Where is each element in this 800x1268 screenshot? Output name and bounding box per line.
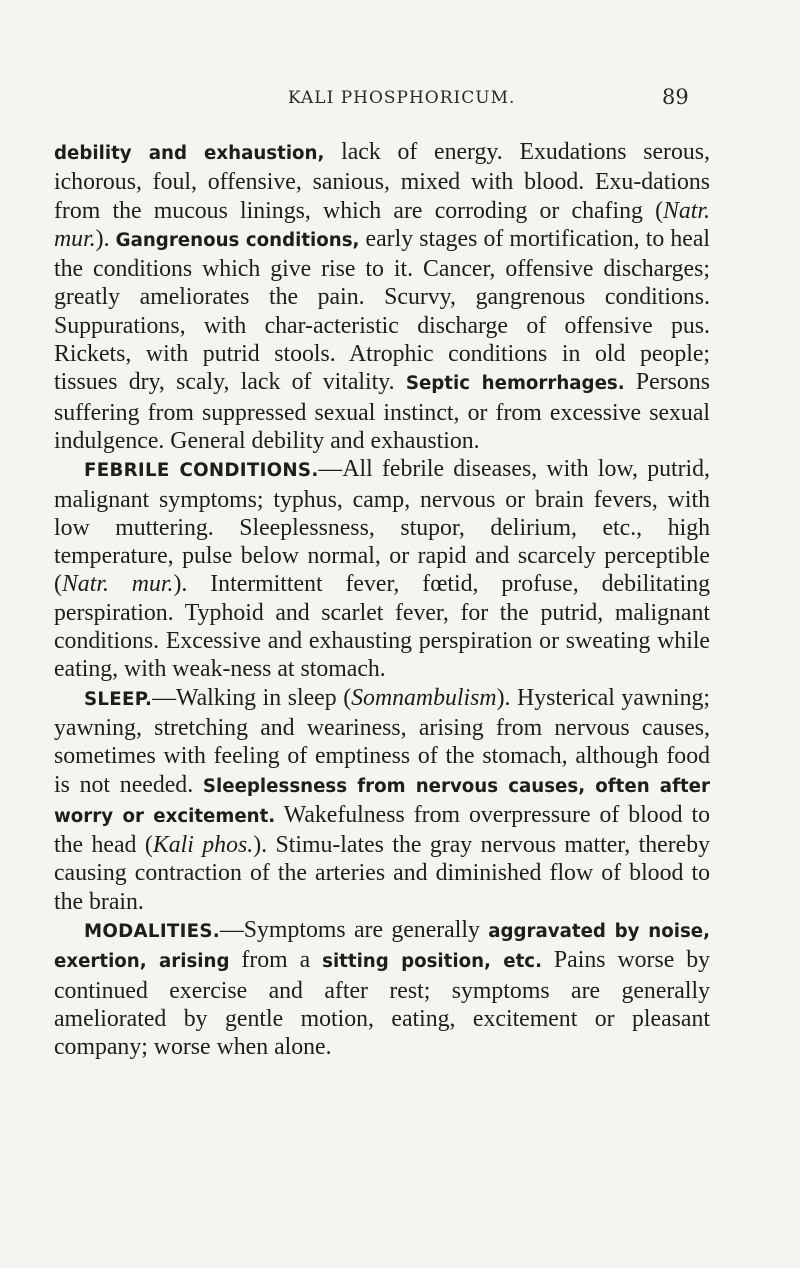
bold-phrase: Septic hemorrhages. — [405, 373, 625, 395]
body-text — [54, 138, 710, 1062]
paragraph-debility — [54, 138, 710, 455]
text-run: —Symptoms are generally — [220, 917, 489, 944]
bold-phrase: debility and exhaustion, — [54, 143, 325, 164]
text-run: from a — [229, 947, 323, 974]
remedy-reference: Natr. mur. — [54, 197, 710, 252]
text-run: Wakefulness from overpressure of blood to the head ( — [54, 801, 710, 859]
text-run: ). Intermittent fever, fœtid, profuse, debilitating perspiration. Typhoid and scarlet fever, for the putrid, malignant conditions. Excessive and exhausting perspiration or sweating while eating, with weak-ness at stomach. — [54, 571, 710, 683]
text-run: Persons suffering from suppressed sexual instinct, or from excessive sexual indulgence. General debility and exhaustion. — [54, 369, 710, 454]
text-run: ). Hysterical yawning; yawning, stretching and weariness, arising from nervous causes, sometimes with feeling of emptiness of the stomach, although food is not needed. — [54, 684, 710, 798]
text-run: —Walking in sleep ( — [152, 684, 352, 711]
text-run: early stages of mortification, to heal the conditions which give rise to it. Cancer, offensive discharges; greatly ameliorates the pain. Scurvy, gangrenous conditions. Suppurations, with char-acteristic discharge of offensive pus. Rickets, with putrid stools. Atrophic conditions in old people; tissues dry, scaly, lack of vitality. — [54, 225, 710, 396]
section-heading: FEBRILE CONDITIONS. — [84, 460, 319, 482]
bold-phrase: Gangrenous conditions, — [115, 229, 360, 251]
bold-phrase: aggravated by noise, exertion, arising — [54, 921, 711, 973]
paragraph-febrile-conditions — [54, 455, 710, 683]
text-run: lack of energy. Exudations serous, ichorous, foul, offensive, sanious, mixed with blood. Exu-dations from the mucous linings, which are corroding or chafing ( — [54, 139, 710, 224]
page-number: 89 — [662, 85, 689, 109]
running-title: KALI PHOSPHORICUM. — [288, 88, 516, 108]
italic-term: Somnambulism — [351, 684, 497, 711]
remedy-reference: Natr. mur. — [61, 571, 174, 598]
paragraph-modalities — [54, 916, 710, 1061]
paragraph-sleep — [54, 684, 710, 916]
bold-phrase: sitting position, etc. — [322, 951, 542, 973]
section-heading: MODALITIES. — [84, 921, 220, 943]
page-header — [0, 85, 800, 116]
text-run: ). Stimu-lates the gray nervous matter, thereby causing contraction of the arteries and diminished flow of blood to the brain. — [54, 832, 710, 915]
bold-phrase: Sleeplessness from nervous causes, often after worry or excitement. — [54, 775, 710, 827]
text-run: Pains worse by continued exercise and after rest; symptoms are generally ameliorated by gentle motion, eating, excitement or pleasant company; worse when alone. — [54, 947, 711, 1061]
text-run: ). — [95, 225, 116, 252]
section-heading: SLEEP. — [84, 688, 153, 710]
text-run: —All febrile diseases, with low, putrid, malignant symptoms; typhus, camp, nervous or brain fevers, with low muttering. Sleeplessness, stupor, delirium, etc., high temperature, pulse below normal, or rapid and scarcely perceptible ( — [54, 456, 710, 598]
remedy-reference: Kali phos. — [152, 832, 254, 859]
